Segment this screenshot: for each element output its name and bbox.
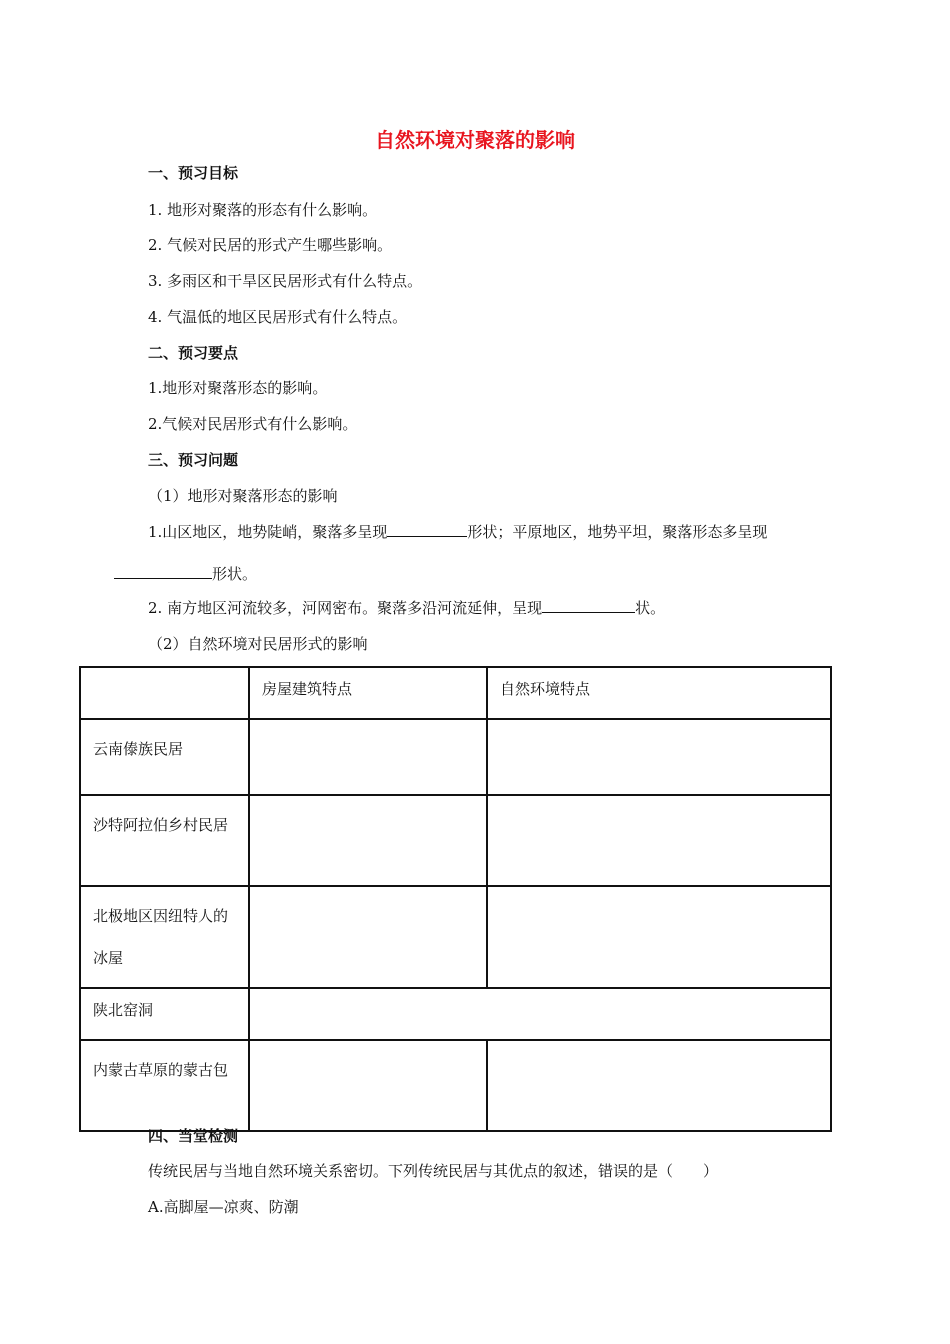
table-row	[80, 886, 831, 988]
row-label: 北极地区因纽特人的冰屋	[80, 886, 249, 988]
table-header-cell: 房屋建筑特点	[249, 667, 487, 719]
table-header-row	[80, 667, 831, 719]
subsection-title: （1）地形对聚落形态的影响	[148, 487, 338, 505]
section-heading-keypoints: 二、预习要点	[148, 344, 239, 362]
table-row	[80, 988, 831, 1040]
answer-cell[interactable]	[487, 795, 831, 886]
goal-item: 1. 地形对聚落的形态有什么影响。	[148, 201, 378, 219]
section-heading-check: 四、当堂检测	[148, 1127, 239, 1145]
page-title: 自然环境对聚落的影响	[375, 128, 575, 152]
row-label: 陕北窑洞	[80, 988, 249, 1040]
answer-cell[interactable]	[249, 719, 487, 795]
table-header-cell	[80, 667, 249, 719]
question-text: 状。	[635, 599, 666, 617]
question-text: 2. 南方地区河流较多，河网密布。聚落多沿河流延伸，呈现	[148, 599, 543, 617]
question-1-cont	[114, 563, 257, 584]
keypoint-item: 1.地形对聚落形态的影响。	[148, 379, 328, 397]
table-row	[80, 719, 831, 795]
table-row	[80, 1040, 831, 1131]
row-label: 内蒙古草原的蒙古包	[80, 1040, 249, 1131]
answer-cell[interactable]	[249, 886, 487, 988]
answer-blank[interactable]	[114, 564, 212, 579]
goal-item: 2. 气候对民居的形式产生哪些影响。	[148, 236, 393, 254]
answer-cell[interactable]	[487, 1040, 831, 1131]
check-question: 传统民居与当地自然环境关系密切。下列传统民居与其优点的叙述，错误的是（ ）	[148, 1162, 719, 1180]
answer-cell[interactable]	[487, 719, 831, 795]
question-2	[148, 597, 665, 618]
row-label: 沙特阿拉伯乡村民居	[80, 795, 249, 886]
keypoint-item: 2.气候对民居形式有什么影响。	[148, 415, 358, 433]
section-heading-goals: 一、预习目标	[148, 164, 239, 182]
answer-cell[interactable]	[487, 886, 831, 988]
dwelling-table	[79, 666, 832, 1132]
subsection-title: （2）自然环境对民居形式的影响	[148, 635, 368, 653]
answer-cell[interactable]	[249, 1040, 487, 1131]
question-text: 1.山区地区，地势陡峭，聚落多呈现	[148, 523, 388, 541]
answer-blank[interactable]	[542, 598, 635, 613]
answer-cell[interactable]	[249, 988, 831, 1040]
question-text: 形状；平原地区，地势平坦，聚落形态多呈现	[467, 523, 768, 541]
table-row	[80, 795, 831, 886]
answer-blank[interactable]	[387, 522, 467, 537]
check-option-a[interactable]: A.高脚屋—凉爽、防潮	[148, 1198, 299, 1216]
section-heading-questions: 三、预习问题	[148, 451, 239, 469]
goal-item: 3. 多雨区和干旱区民居形式有什么特点。	[148, 272, 423, 290]
table-header-cell: 自然环境特点	[487, 667, 831, 719]
answer-cell[interactable]	[249, 795, 487, 886]
row-label: 云南傣族民居	[80, 719, 249, 795]
question-text: 形状。	[212, 565, 258, 583]
question-1	[148, 521, 767, 542]
goal-item: 4. 气温低的地区民居形式有什么特点。	[148, 308, 408, 326]
